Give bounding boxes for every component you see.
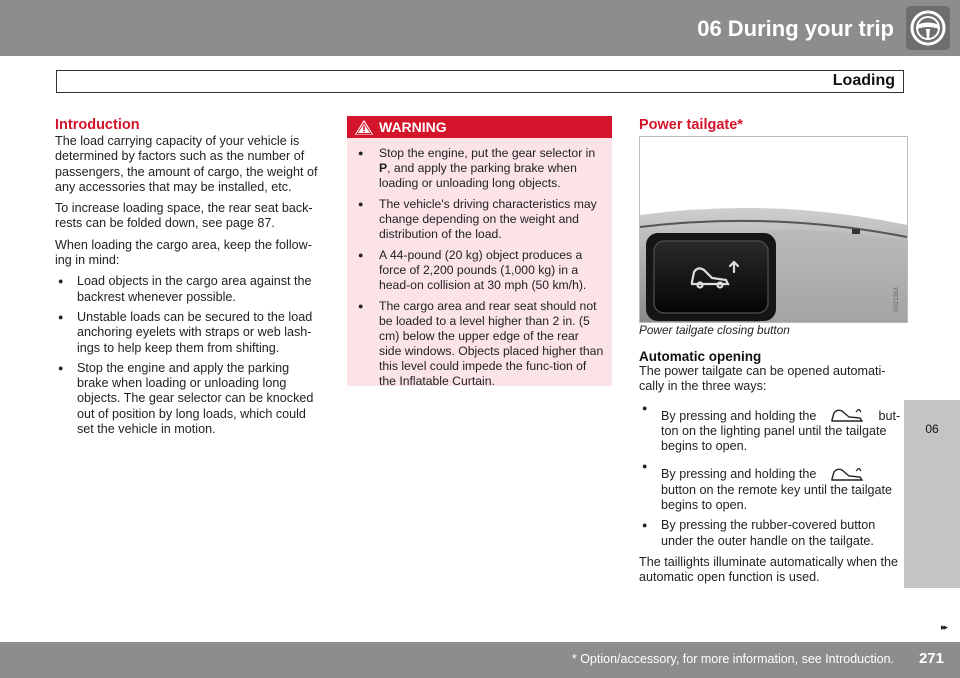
page-header: [0, 0, 960, 56]
warning-header: [347, 116, 612, 138]
steering-wheel-icon: [906, 6, 950, 50]
warning-box: [347, 116, 612, 386]
list-item: [639, 459, 909, 513]
automatic-opening-intro: The power tailgate can be opened automati-cally in the three ways:: [639, 364, 886, 394]
right-column: [639, 349, 909, 592]
list-item: ● The vehicle's driving characteristics may change depending on the weight and distribution of the load.: [355, 197, 604, 242]
list-item: ● A 44-pound (20 kg) object produces a force of 2,200 pounds (1,000 kg) in a head-on collision at 30 mph (50 km/h).: [355, 248, 604, 293]
method-text: button on the remote key until the tailgate begins to open.: [661, 482, 893, 513]
automatic-opening-heading: Automatic opening: [639, 349, 762, 364]
opening-methods-list: [639, 401, 909, 549]
list-item: ● Load objects in the cargo area against the backrest whenever possible.: [55, 274, 323, 305]
gear-position-label: P: [379, 161, 388, 175]
tailgate-button-photo: [639, 136, 908, 323]
warning-text: Stop the engine, put the gear selector in: [379, 146, 596, 160]
warning-text: , and apply the parking brake when loading or unloading long objects.: [379, 161, 577, 190]
intro-paragraph-2: To increase loading space, the rear seat back-rests can be folded down, see page 87.: [55, 201, 313, 231]
photo-caption: Power tailgate closing button: [639, 323, 790, 337]
section-bar: [56, 70, 904, 93]
warning-triangle-icon: [353, 118, 375, 141]
tailgate-car-icon: [830, 409, 864, 423]
chapter-side-tab: [904, 400, 960, 588]
intro-paragraph-1: The load carrying capacity of your vehicle is determined by factors such as the number of passengers, the amount of cargo, the weight of any accessories that may be installed, etc.: [55, 134, 318, 194]
loading-tips-list: [55, 274, 323, 437]
method-text: By pressing and holding the: [661, 467, 817, 482]
introduction-heading: Introduction: [55, 117, 140, 133]
chapter-title: 06 During your trip: [697, 16, 894, 41]
method-text: By pressing and holding the: [661, 408, 817, 423]
side-tab-label: 06: [925, 422, 939, 436]
list-item: [639, 401, 909, 455]
list-item: ● The cargo area and rear seat should not be loaded to a level higher than 2 in. (5 cm) below the upper edge of the rear side windows. Objects placed higher than this level could impede the func-tion of the Inflatable Curtain.: [355, 299, 604, 389]
continue-arrows-icon: ▸▸: [940, 622, 946, 632]
tailgate-car-icon: [830, 468, 864, 482]
footnote: * Option/accessory, for more information, see Introduction.: [571, 652, 894, 666]
warning-list: [355, 146, 604, 389]
figure-code: G021363: [894, 287, 900, 312]
page-number: 271: [918, 650, 944, 667]
warning-title: WARNING: [379, 119, 447, 135]
page-footer: [0, 642, 960, 678]
list-item: ● Stop the engine and apply the parking brake when loading or unloading long objects. The gear selector can be knocked out of position by long loads, which could set the vehicle in motion.: [55, 361, 323, 437]
closing-paragraph: The taillights illuminate automatically when the automatic open function is used.: [639, 554, 899, 585]
method-text: but-ton on the lighting panel until the tailgate begins to open.: [661, 408, 901, 454]
list-item: ● Unstable loads can be secured to the load anchoring eyelets with straps or web lash-ings to help keep them from shifting.: [55, 310, 323, 356]
power-tailgate-heading: Power tailgate*: [639, 117, 743, 133]
intro-paragraph-3: When loading the cargo area, keep the follow-ing in mind:: [55, 237, 312, 268]
left-column: [55, 116, 323, 443]
section-title: Loading: [832, 72, 895, 89]
list-item: ● By pressing the rubber-covered button under the outer handle on the tailgate.: [639, 518, 909, 549]
list-item: [355, 146, 604, 191]
